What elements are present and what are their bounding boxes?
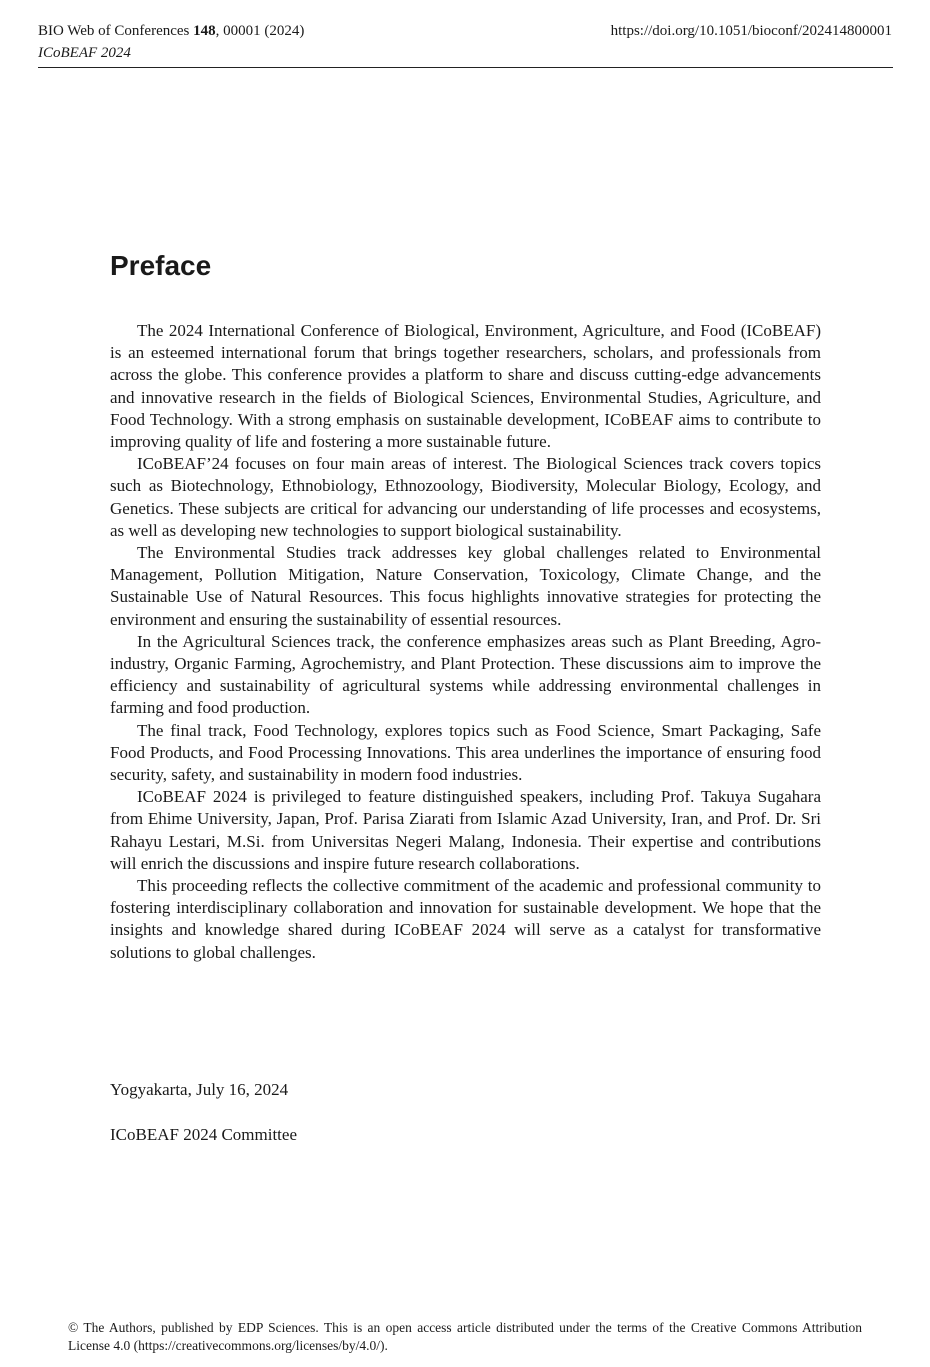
- article-info: , 00001 (2024): [215, 23, 305, 39]
- journal-name: BIO Web of Conferences: [38, 23, 190, 39]
- running-header: [38, 20, 304, 64]
- journal-volume: 148: [193, 23, 216, 39]
- paragraph: The final track, Food Technology, explores topics such as Food Science, Smart Packaging, Safe Food Products, and Food Processing Innovations. This area underlines the importance of ensuring food security, safety, and sustainability in modern food industries.: [110, 720, 821, 785]
- committee-signature: ICoBEAF 2024 Committee: [110, 1125, 297, 1144]
- conference-name: ICoBEAF 2024: [38, 45, 131, 61]
- paragraph: This proceeding reflects the collective commitment of the academic and professional community to fostering interdisciplinary collaboration and innovation for sustainable development. We hope that the insights and knowledge shared during ICoBEAF 2024 will serve as a catalyst for transformative solutions to global challenges.: [110, 876, 821, 962]
- paragraph: ICoBEAF 2024 is privileged to feature distinguished speakers, including Prof. Takuya Sugahara from Ehime University, Japan, Prof. Parisa Ziarati from Islamic Azad University, Iran, and Prof. Dr. Sri Rahayu Lestari, M.Si. from Universitas Negeri Malang, Indonesia. Their expertise and contributions will enrich the discussions and inspire future research collaborations.: [110, 787, 821, 873]
- paragraph: The 2024 International Conference of Biological, Environment, Agriculture, and Food (ICoBEAF) is an esteemed international forum that brings together researchers, scholars, and professionals from across the globe. This conference provides a platform to share and discuss cutting-edge advancements and innovative research in the fields of Biological Sciences, Environmental Studies, Agriculture, and Food Technology. With a strong emphasis on sustainable development, ICoBEAF aims to contribute to improving quality of life and fostering a more sustainable future.: [110, 321, 821, 452]
- place-date: Yogyakarta, July 16, 2024: [110, 1080, 289, 1099]
- journal-citation: [38, 20, 304, 42]
- paragraph: ICoBEAF’24 focuses on four main areas of interest. The Biological Sciences track covers topics such as Biotechnology, Ethnobiology, Ethnozoology, Biodiversity, Molecular Biology, Ecology, and Genetics. These subjects are critical for advancing our understanding of life processes and ecosystems, as well as developing new technologies to support biological sustainability.: [110, 454, 821, 540]
- license-footer: © The Authors, published by EDP Sciences. This is an open access article distributed under the terms of the Creative Commons Attribution License 4.0 (https://creativecommons.org/licenses/by/4.0/).: [68, 1320, 862, 1353]
- paragraph: In the Agricultural Sciences track, the conference emphasizes areas such as Plant Breeding, Agro-industry, Organic Farming, Agrochemistry, and Plant Protection. These discussions aim to improve the efficiency and sustainability of agricultural systems while addressing environmental challenges in farming and food production.: [110, 631, 821, 718]
- page-title: Preface: [110, 250, 212, 281]
- header-divider: [38, 67, 893, 68]
- paragraph: The Environmental Studies track addresses key global challenges related to Environmental Management, Pollution Mitigation, Nature Conservation, Toxicology, Climate Change, and the Sustainable Use of Natural Resources. This focus highlights innovative strategies for protecting the environment and ensuring the sustainability of essential resources.: [110, 543, 821, 629]
- preface-body: [110, 320, 821, 964]
- doi-link[interactable]: https://doi.org/10.1051/bioconf/202414800001: [610, 23, 892, 39]
